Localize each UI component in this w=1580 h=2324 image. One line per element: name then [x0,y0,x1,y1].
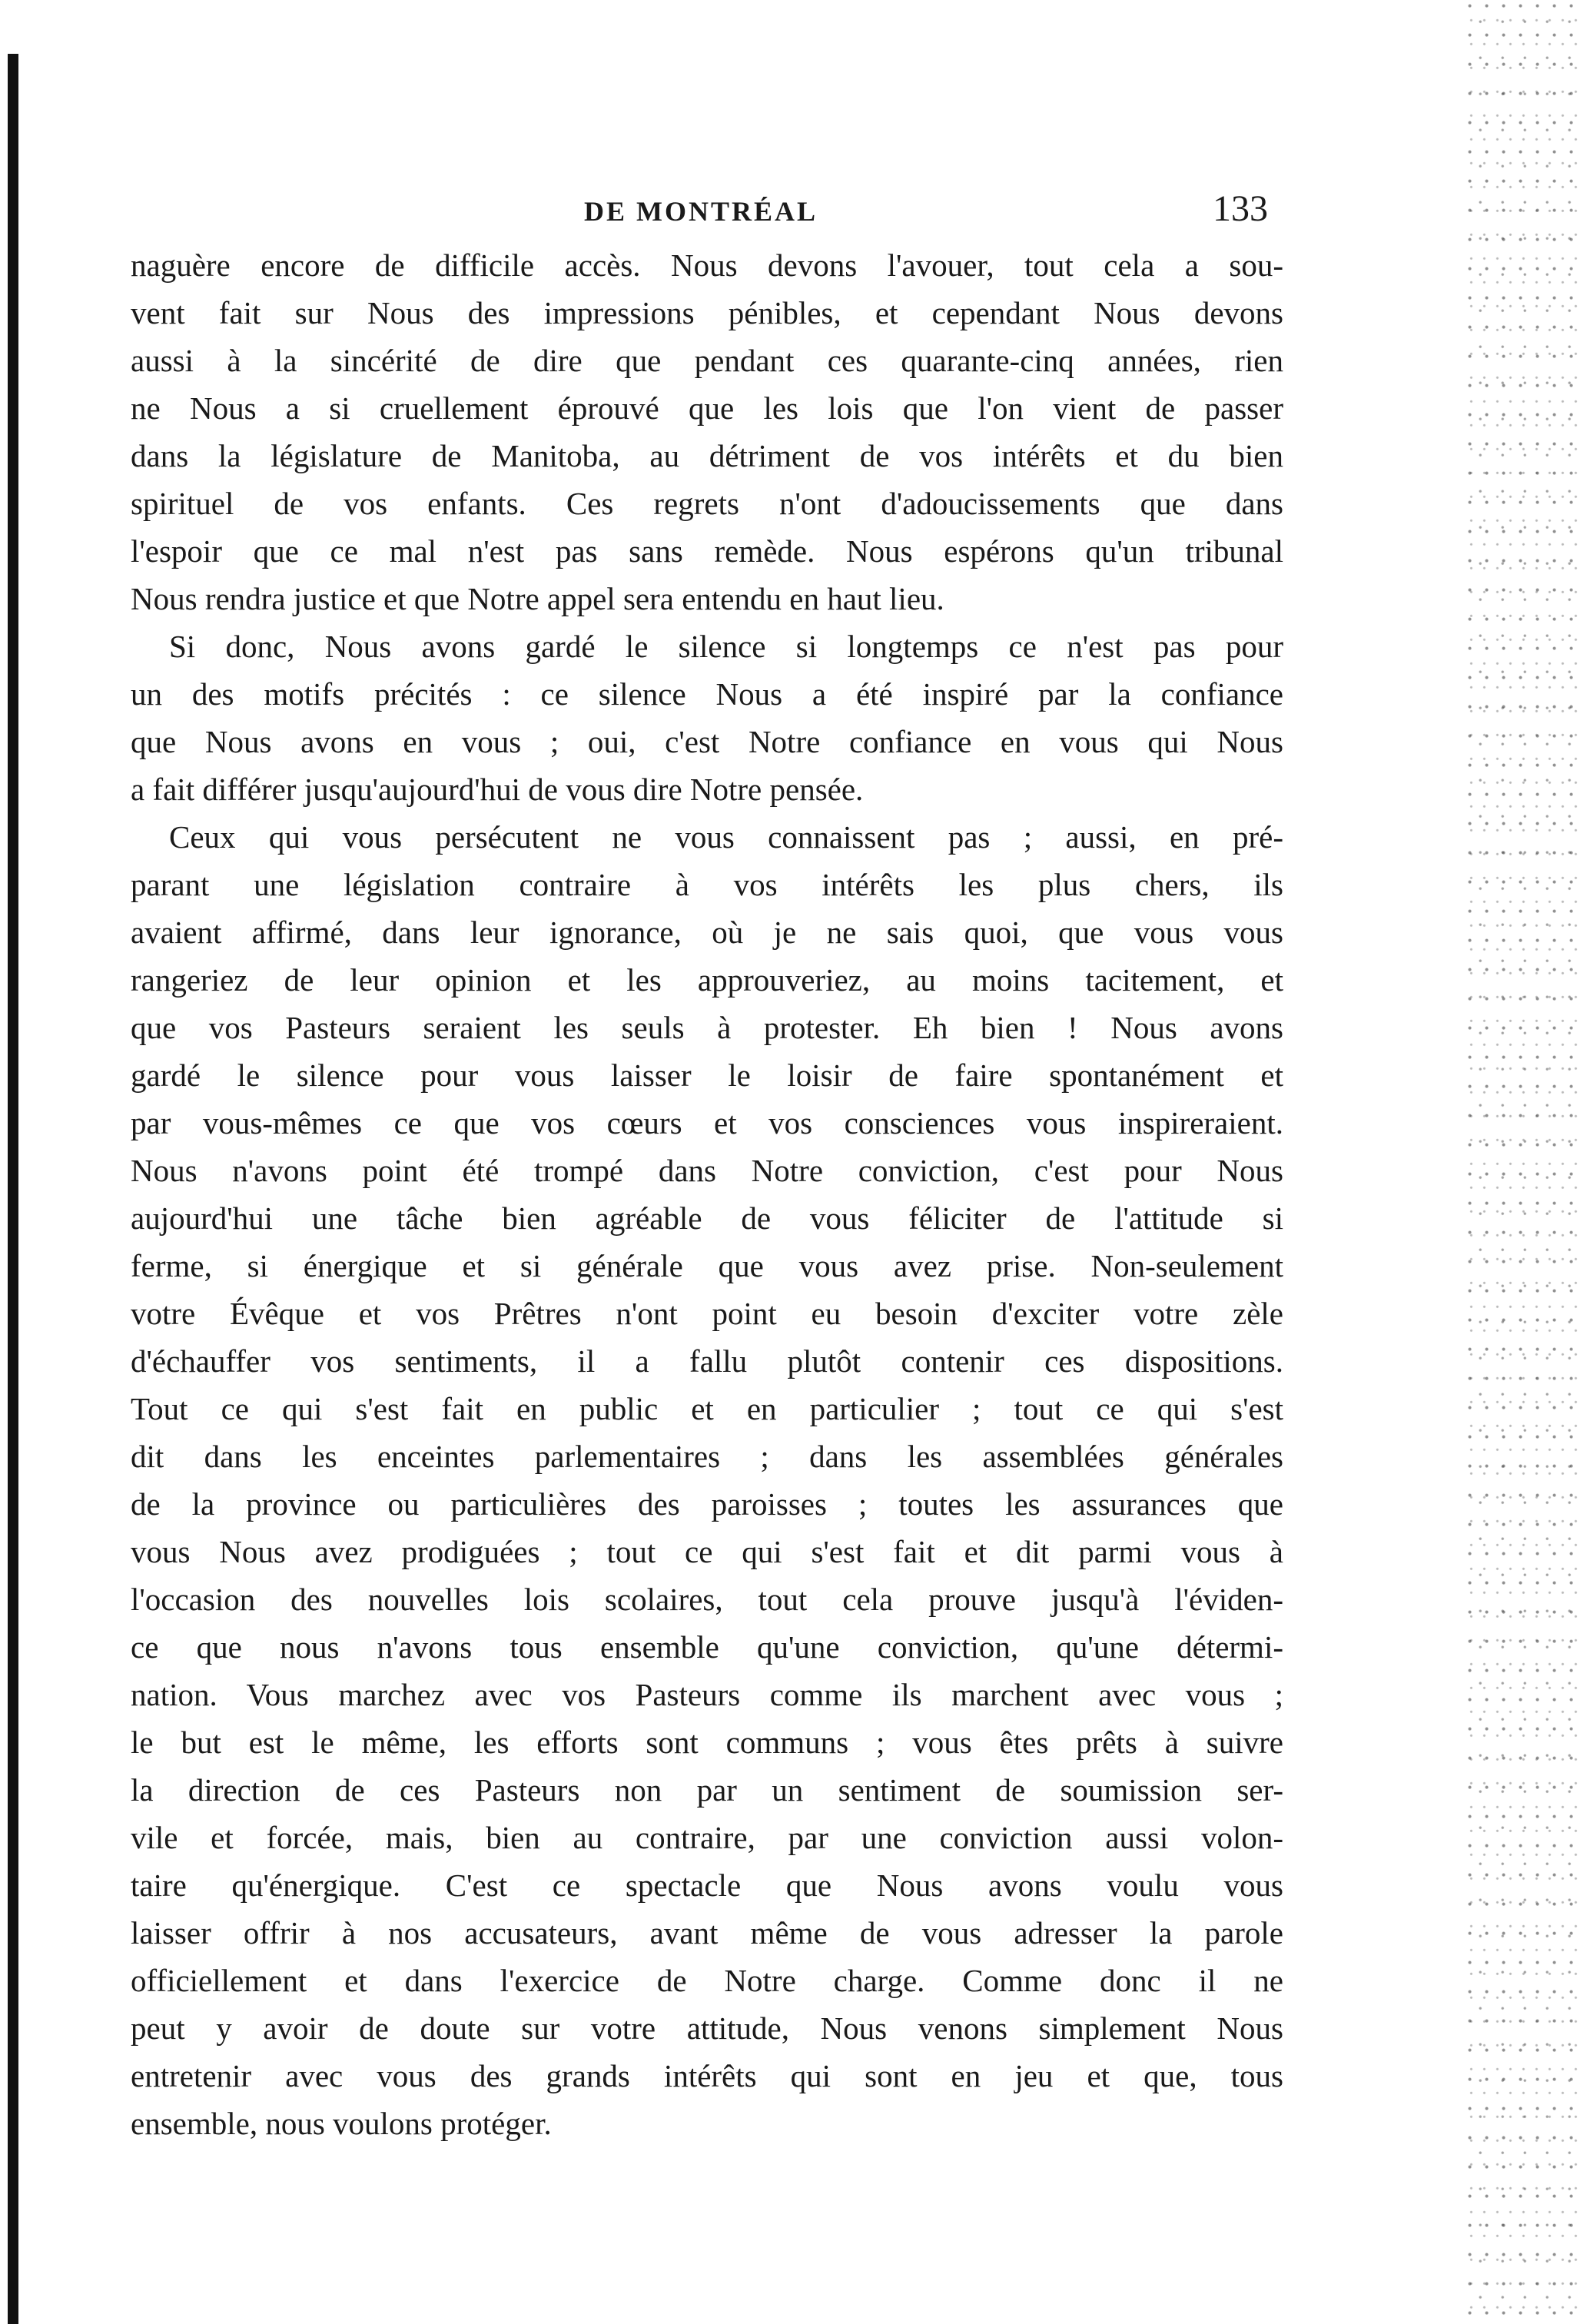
text-line: a fait différer jusqu'aujourd'hui de vous dire Notre pensée. [131,772,864,807]
text-line: aujourd'hui une tâche bien agréable de vous féliciter de l'attitude si [131,1200,1283,1236]
text-line: que Nous avons en vous ; oui, c'est Notre confiance en vous qui Nous [131,724,1283,759]
text-line: spirituel de vos enfants. Ces regrets n'ont d'adoucissements que dans [131,486,1283,521]
text-line: dans la législature de Manitoba, au détriment de vos intérêts et du bien [131,438,1283,473]
text-line: officiellement et dans l'exercice de Notre charge. Comme donc il ne [131,1963,1283,1998]
text-line: l'occasion des nouvelles lois scolaires, tout cela prouve jusqu'à l'éviden- [131,1582,1283,1617]
text-line: la direction de ces Pasteurs non par un sentiment de soumission ser- [131,1772,1283,1808]
text-line: le but est le même, les efforts sont communs ; vous êtes prêts à suivre [131,1725,1283,1760]
text-line: laisser offrir à nos accusateurs, avant même de vous adresser la parole [131,1915,1283,1950]
text-line: l'espoir que ce mal n'est pas sans remède. Nous espérons qu'un tribunal [131,533,1283,569]
text-line: gardé le silence pour vous laisser le loisir de faire spontanément et [131,1057,1283,1093]
scan-binding-edge [8,54,18,2324]
text-line: peut y avoir de doute sur votre attitude, Nous venons simplement Nous [131,2010,1283,2046]
running-header [131,184,1283,238]
text-line: taire qu'énergique. C'est ce spectacle que Nous avons voulu vous [131,1868,1283,1903]
text-line: rangeriez de leur opinion et les approuveriez, au moins tacitement, et [131,962,1283,998]
text-line: vous Nous avez prodiguées ; tout ce qui s'est fait et dit parmi vous à [131,1534,1283,1569]
text-line: un des motifs précités : ce silence Nous a été inspiré par la confiance [131,676,1283,712]
text-line: entretenir avec vous des grands intérêts qui sont en jeu et que, tous [131,2058,1283,2093]
text-line: dit dans les enceintes parlementaires ; dans les assemblées générales [131,1439,1283,1474]
page-number: 133 [1213,188,1268,229]
text-line: que vos Pasteurs seraient les seuls à protester. Eh bien ! Nous avons [131,1010,1283,1045]
text-line: ne Nous a si cruellement éprouvé que les lois que l'on vient de passer [131,390,1283,426]
text-line: par vous-mêmes ce que vos cœurs et vos consciences vous inspireraient. [131,1105,1283,1140]
text-line: Ceux qui vous persécutent ne vous connaissent pas ; aussi, en pré- [169,819,1283,855]
text-line: avaient affirmé, dans leur ignorance, où je ne sais quoi, que vous vous [131,915,1283,950]
text-line: de la province ou particulières des paroisses ; toutes les assurances que [131,1486,1283,1522]
body-text [131,241,1283,2147]
text-line: naguère encore de difficile accès. Nous devons l'avouer, tout cela a sou- [131,247,1283,283]
text-line: votre Évêque et vos Prêtres n'ont point eu besoin d'exciter votre zèle [131,1296,1283,1331]
scan-page-edge [1465,0,1580,2324]
text-line: d'échauffer vos sentiments, il a fallu plutôt contenir ces dispositions. [131,1343,1283,1379]
text-line: parant une législation contraire à vos intérêts les plus chers, ils [131,867,1283,902]
running-head-title: DE MONTRÉAL [584,196,818,227]
text-line: Tout ce qui s'est fait en public et en particulier ; tout ce qui s'est [131,1391,1283,1426]
text-line: Si donc, Nous avons gardé le silence si longtemps ce n'est pas pour [169,629,1283,664]
text-line: vent fait sur Nous des impressions pénibles, et cependant Nous devons [131,295,1283,330]
text-line: ce que nous n'avons tous ensemble qu'une conviction, qu'une détermi- [131,1629,1283,1665]
text-line: Nous n'avons point été trompé dans Notre conviction, c'est pour Nous [131,1153,1283,1188]
text-line: ferme, si énergique et si générale que vous avez prise. Non-seulement [131,1248,1283,1283]
text-line: nation. Vous marchez avec vos Pasteurs comme ils marchent avec vous ; [131,1677,1283,1712]
text-line: ensemble, nous voulons protéger. [131,2106,552,2141]
text-line: vile et forcée, mais, bien au contraire, par une conviction aussi volon- [131,1820,1283,1855]
text-line: aussi à la sincérité de dire que pendant ces quarante-cinq années, rien [131,343,1283,378]
text-line: Nous rendra justice et que Notre appel sera entendu en haut lieu. [131,581,944,616]
book-page [131,184,1283,2147]
